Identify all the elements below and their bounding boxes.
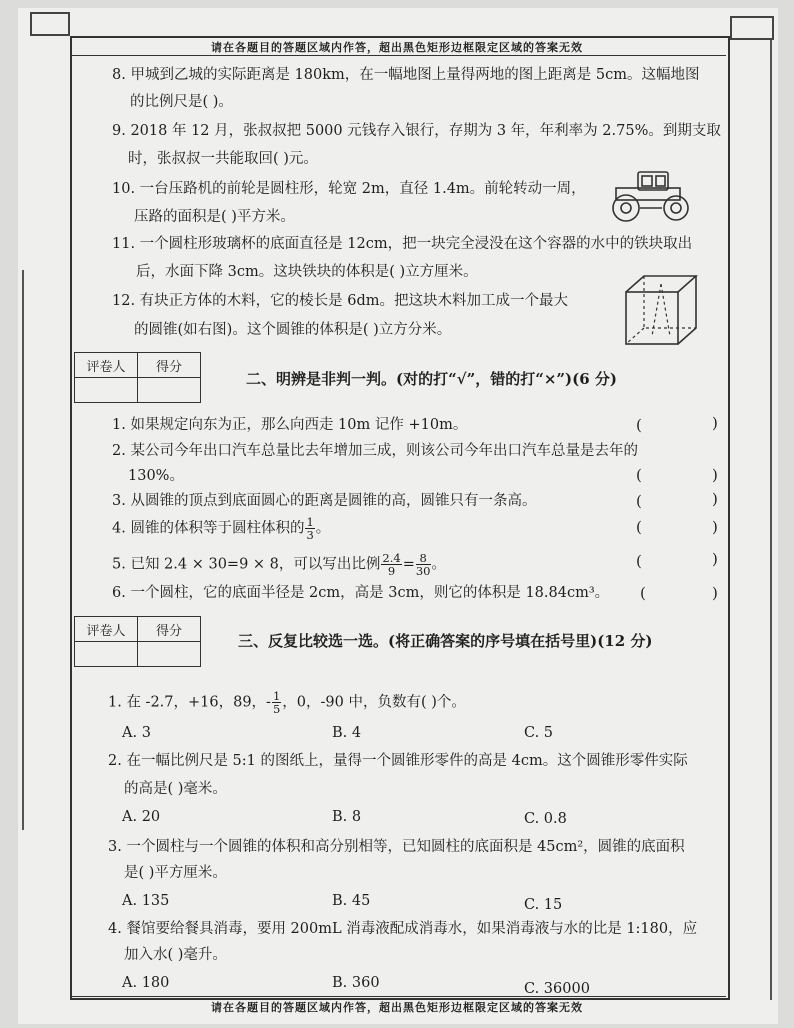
section3-heading: 三、反复比较选一选。(将正确答案的序号填在括号里)(12 分) — [238, 632, 653, 650]
s2-answer-close-1[interactable]: ) — [712, 414, 718, 432]
header-divider — [72, 55, 726, 56]
left-binding-line — [22, 270, 24, 830]
score-cell[interactable] — [138, 378, 201, 403]
section2-heading: 二、明辨是非判一判。(对的打“√”，错的打“×”)(6 分) — [246, 370, 617, 388]
reviewer-label: 评卷人 — [75, 617, 138, 642]
s2-answer-open-5[interactable]: ( — [636, 552, 642, 570]
reviewer-cell[interactable] — [75, 642, 138, 667]
right-binding-line — [770, 40, 772, 1000]
s3-q3-line1: 3. 一个圆柱与一个圆锥的体积和高分别相等，已知圆柱的底面积是 45cm²，圆锥的底面积 — [108, 839, 685, 855]
s2-answer-close-3[interactable]: ) — [712, 490, 718, 508]
s2-item5: 5. 已知 2.4 × 30=9 × 8，可以写出比例 $\frac{2.4}{9}$ = $\frac{8}{30}$ 。 — [112, 551, 446, 578]
s3-q4-line2: 加入水( )毫升。 — [124, 947, 227, 963]
fraction-one-third: $\frac{1}{3}$ — [306, 515, 314, 542]
q8-line1: 8. 甲城到乙城的实际距离是 180km，在一幅地图上量得两地的图上距离是 5cm。这幅地图 — [112, 67, 700, 83]
q11-line1: 11. 一个圆柱形玻璃杯的底面直径是 12cm，把一块完全浸没在这个容器的水中的铁块取出 — [112, 236, 693, 252]
s3-q2-option-b[interactable]: B. 8 — [332, 809, 362, 825]
q11-line2: 后，水面下降 3cm。这块铁块的体积是( )立方厘米。 — [136, 264, 478, 280]
s3-q4-option-a[interactable]: A. 180 — [122, 975, 170, 991]
s3-q3-option-c[interactable]: C. 15 — [524, 897, 563, 913]
q9-line2: 时，张叔叔一共能取回( )元。 — [128, 151, 318, 167]
s3-q1: 1. 在 -2.7，+16，89，- $\frac{1}{5}$ ，0，-90 中，负数有( )个。 — [108, 689, 466, 716]
q9-line1: 9. 2018 年 12 月，张叔叔把 5000 元钱存入银行，存期为 3 年，年利率为 2.75%。到期支取 — [112, 123, 721, 139]
s2-answer-open-6[interactable]: ( — [640, 584, 646, 602]
s2-item4: 4. 圆锥的体积等于圆柱体积的 $\frac{1}{3}$ 。 — [112, 515, 331, 542]
s2-item2-line1: 2. 某公司今年出口汽车总量比去年增加三成，则该公司今年出口汽车总量是去年的 — [112, 443, 638, 459]
s2-item4-text: 4. 圆锥的体积等于圆柱体积的 — [112, 520, 305, 537]
q12-line2: 的圆锥(如右图)。这个圆锥的体积是( )立方分米。 — [134, 322, 452, 338]
score-label: 得分 — [138, 353, 201, 378]
s2-answer-close-4[interactable]: ) — [712, 518, 718, 536]
s2-answer-close-5[interactable]: ) — [712, 550, 718, 568]
q12-line1: 12. 有块正方体的木料，它的棱长是 6dm。把这块木料加工成一个最大 — [112, 293, 569, 309]
score-label: 得分 — [138, 617, 201, 642]
s3-q3-option-a[interactable]: A. 135 — [122, 893, 170, 909]
s3-q1-option-b[interactable]: B. 4 — [332, 725, 362, 741]
s3-q1-option-a[interactable]: A. 3 — [122, 725, 151, 741]
s3-q2-option-c[interactable]: C. 0.8 — [524, 811, 567, 827]
s2-item5-text: 5. 已知 2.4 × 30=9 × 8，可以写出比例 — [112, 556, 381, 573]
header-notice: 请在各题目的答题区域内作答，超出黑色矩形边框限定区域的答案无效 — [211, 41, 583, 54]
fraction-2.4-over-9: $\frac{2.4}{9}$ — [382, 551, 401, 578]
q10-line1: 10. 一台压路机的前轮是圆柱形，轮宽 2m，直径 1.4m。前轮转动一周， — [112, 181, 586, 197]
cube-cone-illustration — [622, 272, 698, 348]
footer-notice: 请在各题目的答题区域内作答，超出黑色矩形边框限定区域的答案无效 — [211, 1001, 583, 1014]
s2-item1: 1. 如果规定向东为正，那么向西走 10m 记作 +10m。 — [112, 417, 468, 433]
s3-q1-option-c[interactable]: C. 5 — [524, 725, 554, 741]
reviewer-cell[interactable] — [75, 378, 138, 403]
s2-answer-open-2[interactable]: ( — [636, 466, 642, 484]
corner-mark-right — [730, 16, 774, 40]
score-table-section2 — [74, 352, 201, 403]
footer-divider — [72, 996, 726, 997]
s2-item6: 6. 一个圆柱，它的底面半径是 2cm，高是 3cm，则它的体积是 18.84cm³。 — [112, 585, 610, 601]
score-table-section3 — [74, 616, 201, 667]
s2-answer-open-3[interactable]: ( — [636, 492, 642, 510]
s3-q4-option-c[interactable]: C. 36000 — [524, 981, 590, 997]
corner-mark-left — [30, 12, 70, 36]
s2-answer-close-6[interactable]: ) — [712, 584, 718, 602]
reviewer-label: 评卷人 — [75, 353, 138, 378]
s2-answer-open-1[interactable]: ( — [636, 416, 642, 434]
s3-q3-line2: 是( )平方厘米。 — [124, 865, 227, 881]
score-cell[interactable] — [138, 642, 201, 667]
s3-q2-option-a[interactable]: A. 20 — [122, 809, 161, 825]
s2-item3: 3. 从圆锥的顶点到底面圆心的距离是圆锥的高，圆锥只有一条高。 — [112, 493, 537, 509]
s2-answer-open-4[interactable]: ( — [636, 518, 642, 536]
s2-item2-line2: 130%。 — [128, 468, 184, 484]
q10-line2: 压路的面积是( )平方米。 — [134, 209, 295, 225]
fraction-one-fifth: $\frac{1}{5}$ — [272, 689, 281, 716]
s3-q2-line2: 的高是( )毫米。 — [124, 781, 227, 797]
road-roller-illustration — [604, 168, 696, 224]
s3-q4-option-b[interactable]: B. 360 — [332, 975, 380, 991]
q8-line2: 的比例尺是( )。 — [130, 94, 233, 110]
s3-q3-option-b[interactable]: B. 45 — [332, 893, 371, 909]
s3-q2-line1: 2. 在一幅比例尺是 5:1 的图纸上，量得一个圆锥形零件的高是 4cm。这个圆锥形零件实际 — [108, 753, 688, 769]
s2-answer-close-2[interactable]: ) — [712, 466, 718, 484]
s3-q4-line1: 4. 餐馆要给餐具消毒，要用 200mL 消毒液配成消毒水，如果消毒液与水的比是 1:180，应 — [108, 921, 698, 937]
fraction-8-over-30: $\frac{8}{30}$ — [415, 551, 431, 578]
